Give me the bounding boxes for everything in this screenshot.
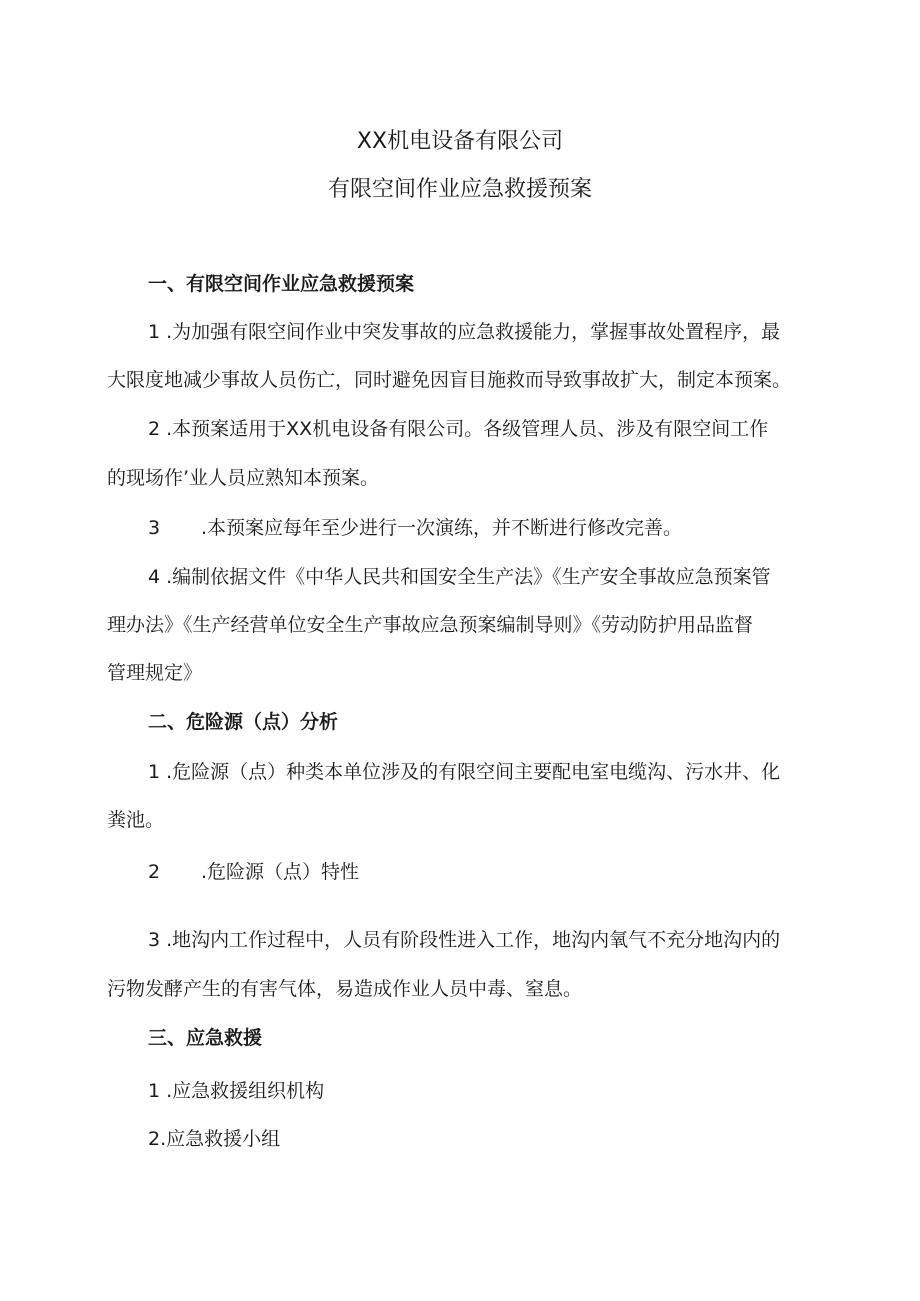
paragraph-line: 2 .本预案适用于XX机电设备有限公司。各级管理人员、涉及有限空间工作 bbox=[148, 418, 769, 440]
paragraph-line: 1 .应急救援组织机构 bbox=[148, 1080, 325, 1102]
paragraph-line: 理办法》《生产经营单位安全生产事故应急预案编制导则》《劳动防护用品监督 bbox=[107, 614, 754, 636]
paragraph-number: 3 bbox=[148, 517, 161, 539]
paragraph-line: 粪池。 bbox=[107, 809, 165, 831]
paragraph-line: 4 .编制依据文件《中华人民共和国安全生产法》《生产安全事故应急预案管 bbox=[148, 566, 771, 588]
section-heading: 一、有限空间作业应急救援预案 bbox=[148, 273, 415, 295]
paragraph-line: 的现场作’业人员应熟知本预案。 bbox=[107, 467, 380, 489]
paragraph-line: .危险源（点）特性 bbox=[201, 861, 360, 883]
paragraph-number: 2 bbox=[148, 861, 161, 883]
paragraph-line: .本预案应每年至少进行一次演练，并不断进行修改完善。 bbox=[201, 517, 683, 539]
paragraph-line: 3 .地沟内工作过程中，人员有阶段性进入工作，地沟内氧气不充分地沟内的 bbox=[148, 929, 781, 951]
plan-title: 有限空间作业应急救援预案 bbox=[327, 177, 592, 202]
company-title: XX机电设备有限公司 bbox=[356, 129, 564, 154]
section-heading: 二、危险源（点）分析 bbox=[148, 711, 339, 733]
paragraph-line: 2.应急救援小组 bbox=[148, 1128, 281, 1150]
paragraph-line: 1 .危险源（点）种类本单位涉及的有限空间主要配电室电缆沟、污水井、化 bbox=[148, 761, 781, 783]
paragraph-line: 污物发酵产生的有害气体，易造成作业人员中毒、窒息。 bbox=[107, 978, 583, 1000]
section-heading: 三、应急救援 bbox=[148, 1027, 263, 1049]
paragraph-line: 管理规定》 bbox=[107, 662, 203, 684]
paragraph-line: 大限度地减少事故人员伤亡，同时避免因盲目施救而导致事故扩大，制定本预案。 bbox=[107, 369, 792, 391]
paragraph-line: 1 .为加强有限空间作业中突发事故的应急救援能力，掌握事故处置程序，最 bbox=[148, 321, 781, 343]
